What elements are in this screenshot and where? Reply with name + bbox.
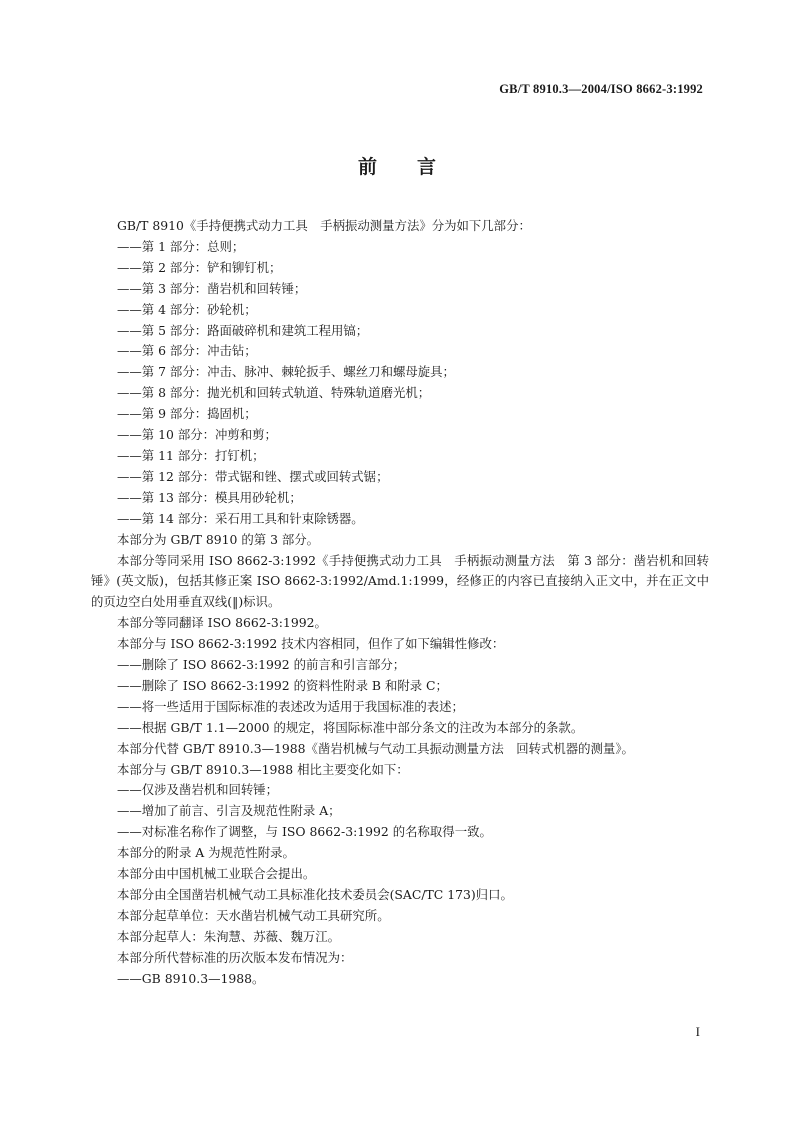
history-list-item: ——GB 8910.3—1988。 (117, 970, 265, 986)
paragraph: 本部分起草单位：天水凿岩机械气动工具研究所。 (117, 907, 390, 923)
edit-list-item: ——删除了 ISO 8662-3:1992 的资料性附录 B 和附录 C； (117, 677, 448, 693)
part-list-item: ——第 1 部分：总则； (117, 238, 245, 254)
paragraph: 本部分的附录 A 为规范性附录。 (117, 845, 295, 861)
part-list-item: ——第 2 部分：铲和铆钉机； (117, 259, 282, 275)
part-list-item: ——第 14 部分：采石用工具和针束除锈器。 (117, 510, 364, 526)
paragraph: 本部分为 GB/T 8910 的第 3 部分。 (117, 531, 320, 547)
paragraph: 本部分等同翻译 ISO 8662-3:1992。 (117, 615, 327, 631)
edit-list-item: ——根据 GB/T 1.1—2000 的规定，将国际标准中部分条文的注改为本部分的条款。 (117, 719, 584, 735)
intro-paragraph: GB/T 8910《手持便携式动力工具 手柄振动测量方法》分为如下几部分： (117, 218, 531, 233)
paragraph: 本部分代替 GB/T 8910.3—1988《凿岩机械与气动工具振动测量方法 回转式机器的测量》。 (117, 740, 634, 756)
part-list-item: ——第 3 部分：凿岩机和回转锤； (117, 280, 307, 296)
part-list-item: ——第 4 部分：砂轮机； (117, 301, 257, 317)
paragraph: 本部分与 GB/T 8910.3—1988 相比主要变化如下： (117, 761, 409, 777)
part-list-item: ——第 13 部分：模具用砂轮机； (117, 489, 302, 505)
adoption-paragraph: 本部分等同采用 ISO 8662-3:1992《手持便携式动力工具 手柄振动测量方法 第 3 部分：凿岩机和回转锤》(英文版)，包括其修正案 ISO 8662-3:1992/Amd.1:1999，经修正的内容已直接纳入正文中，并在正文中的页边空白处用垂直双线(‖)标识。 (91, 552, 709, 610)
part-list-item: ——第 12 部分：带式锯和锉、摆式或回转式锯； (117, 468, 389, 484)
part-list-item: ——第 5 部分：路面破碎机和建筑工程用镐； (117, 322, 369, 338)
page-number: I (695, 1024, 700, 1039)
part-list-item: ——第 9 部分：捣固机； (117, 406, 257, 422)
edit-list-item: ——将一些适用于国际标准的表述改为适用于我国标准的表述； (117, 698, 464, 714)
standard-code-header: GB/T 8910.3—2004/ISO 8662-3:1992 (499, 82, 703, 96)
part-list-item: ——第 6 部分：冲击钻； (117, 343, 257, 359)
change-list-item: ——仅涉及凿岩机和回转锤； (117, 782, 279, 798)
paragraph: 本部分所代替标准的历次版本发布情况为： (117, 949, 353, 965)
paragraph: 本部分起草人：朱洵慧、苏薇、魏万江。 (117, 928, 341, 944)
edit-list-item: ——删除了 ISO 8662-3:1992 的前言和引言部分； (117, 657, 406, 673)
part-list-item: ——第 11 部分：打钉机； (117, 447, 265, 463)
paragraph: 本部分由全国凿岩机械气动工具标准化技术委员会(SAC/TC 173)归口。 (117, 887, 513, 902)
change-list-item: ——对标准名称作了调整，与 ISO 8662-3:1992 的名称取得一致。 (117, 824, 492, 840)
page-title: 前言 (357, 156, 476, 178)
document-body (91, 216, 709, 990)
part-list-item: ——第 10 部分：冲剪和剪； (117, 427, 277, 443)
part-list-item: ——第 8 部分：抛光机和回转式轨道、特殊轨道磨光机； (117, 385, 431, 401)
paragraph: 本部分与 ISO 8662-3:1992 技术内容相同，但作了如下编辑性修改： (117, 636, 505, 652)
change-list-item: ——增加了前言、引言及规范性附录 A； (117, 803, 341, 819)
paragraph: 本部分由中国机械工业联合会提出。 (117, 866, 316, 882)
part-list-item: ——第 7 部分：冲击、脉冲、棘轮扳手、螺丝刀和螺母旋具； (117, 364, 455, 380)
